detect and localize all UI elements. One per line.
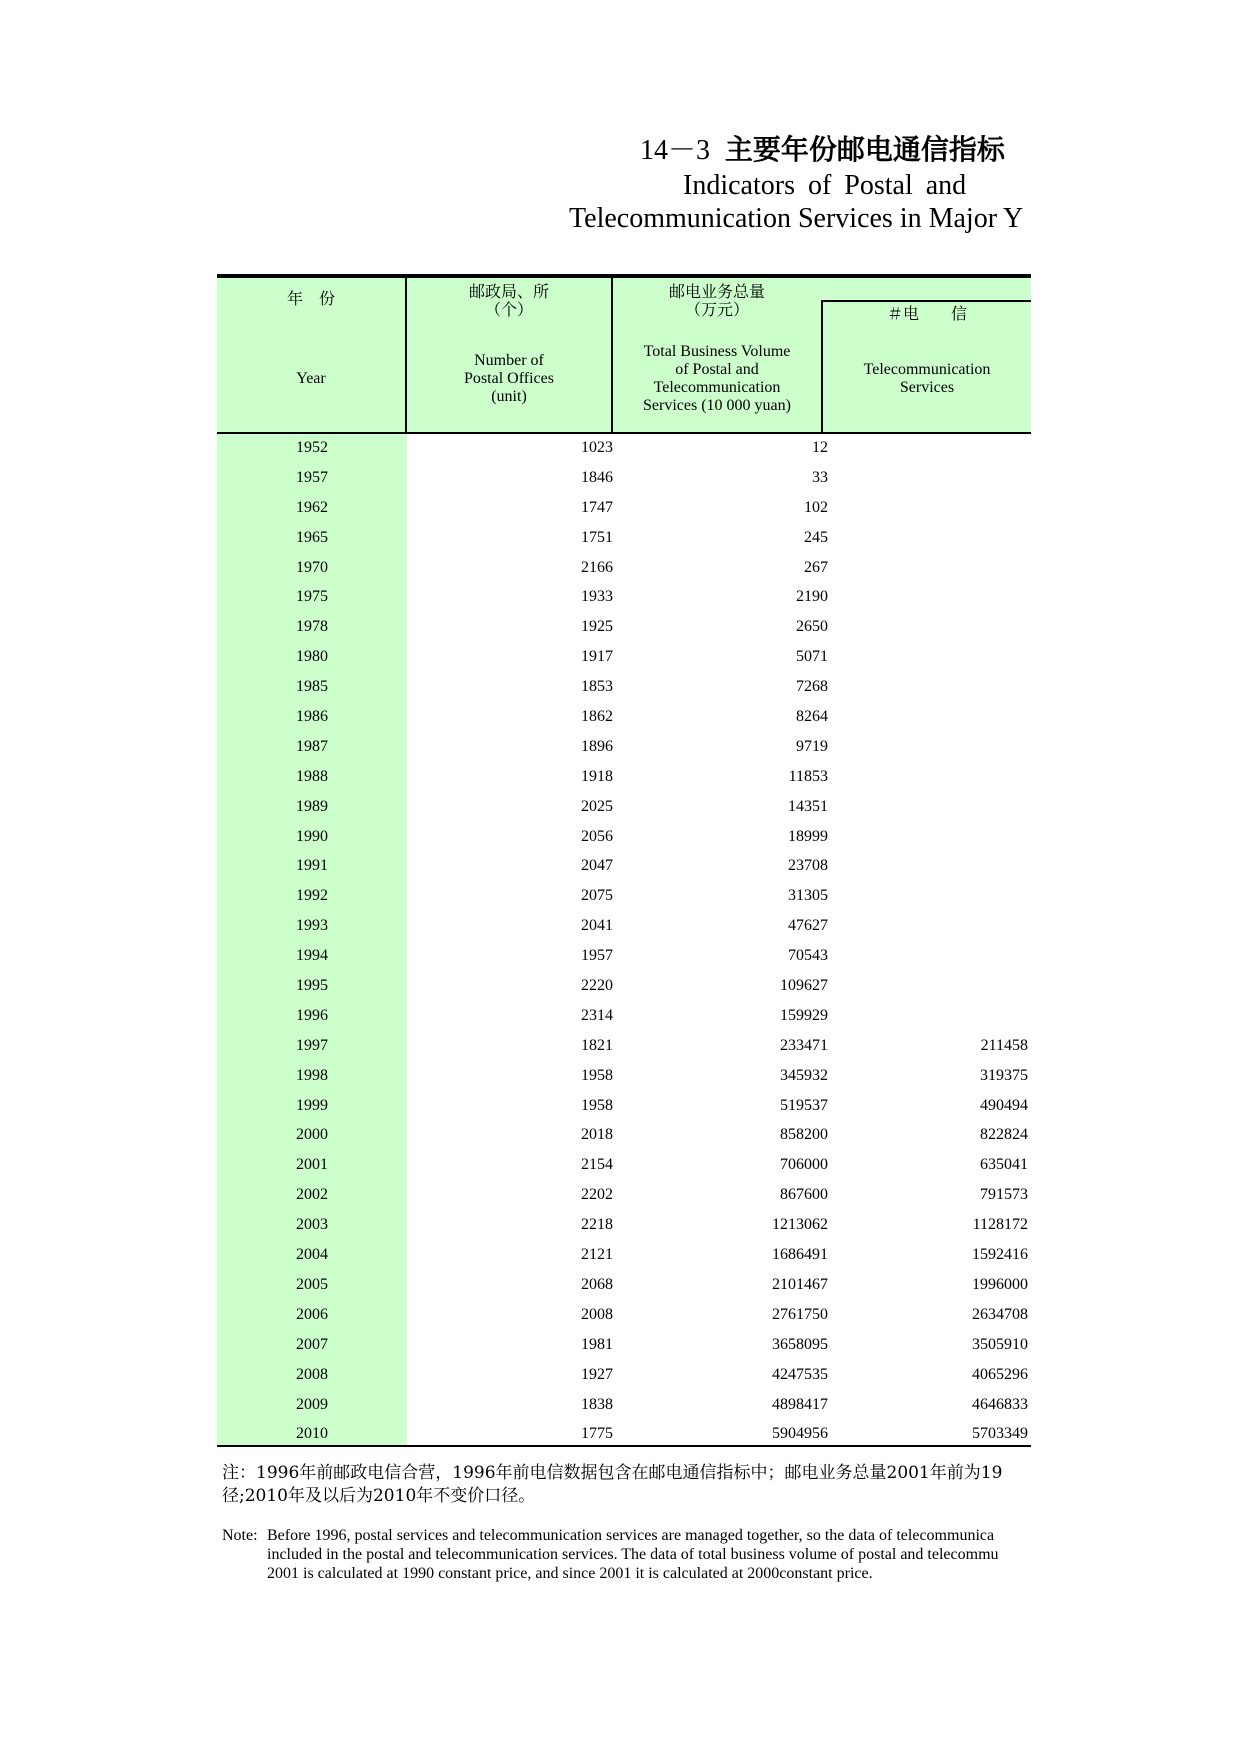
cell-total-business: 706000: [780, 1156, 828, 1174]
table-row: [217, 793, 1031, 823]
cell-telecom: 319375: [980, 1066, 1028, 1084]
cell-postal-offices: 2018: [581, 1126, 613, 1144]
header-year-cn: 年 份: [286, 289, 335, 308]
header-po-cn2: （个）: [484, 300, 533, 319]
note-english-line3: 2001 is calculated at 1990 constant price, and since 2001 it is calculated at 2000constant price.: [267, 1565, 873, 1582]
cell-postal-offices: 1918: [581, 767, 613, 785]
cell-year: 1957: [296, 468, 328, 486]
cell-telecom: 791573: [980, 1186, 1028, 1204]
cell-telecom: 822824: [980, 1126, 1028, 1144]
cell-year: 1989: [296, 797, 328, 815]
table-bottom-rule: [217, 1445, 1031, 1447]
table-row: [217, 823, 1031, 853]
cell-postal-offices: 1896: [581, 737, 613, 755]
table-body: [217, 434, 1031, 1450]
table-top-rule: [217, 274, 1031, 278]
cell-postal-offices: 2314: [581, 1006, 613, 1024]
table-row: [217, 643, 1031, 673]
header-po-cn1: 邮政局、所: [468, 282, 549, 301]
cell-postal-offices: 2166: [581, 558, 613, 576]
cell-telecom: 4065296: [972, 1365, 1028, 1383]
cell-year: 2006: [296, 1305, 328, 1323]
cell-year: 2009: [296, 1395, 328, 1413]
table-row: [217, 1032, 1031, 1062]
table-row: [217, 1331, 1031, 1361]
cell-total-business: 858200: [780, 1126, 828, 1144]
title-chinese: [640, 128, 1005, 168]
cell-total-business: 519537: [780, 1096, 828, 1114]
cell-total-business: 5904956: [772, 1425, 828, 1443]
table-row: [217, 464, 1031, 494]
cell-postal-offices: 1958: [581, 1096, 613, 1114]
cell-total-business: 4898417: [772, 1395, 828, 1413]
cell-total-business: 12: [812, 439, 828, 456]
header-tb-en2: of Postal and: [675, 361, 759, 378]
cell-year: 1988: [296, 767, 328, 785]
cell-postal-offices: 2121: [581, 1246, 613, 1264]
table-row: [217, 494, 1031, 524]
table-row: [217, 942, 1031, 972]
table-row: [217, 1271, 1031, 1301]
table-row: [217, 852, 1031, 882]
cell-telecom: 211458: [980, 1036, 1028, 1054]
cell-postal-offices: 1747: [581, 498, 613, 516]
cell-total-business: 109627: [780, 977, 828, 995]
cell-postal-offices: 1775: [581, 1425, 613, 1443]
cell-year: 1995: [296, 977, 328, 995]
header-tb-cn2: （万元）: [684, 300, 749, 319]
cell-year: 2005: [296, 1275, 328, 1293]
cell-total-business: 3658095: [772, 1335, 828, 1353]
table-row: [217, 1211, 1031, 1241]
cell-total-business: 8264: [796, 708, 828, 726]
cell-postal-offices: 2154: [581, 1156, 613, 1174]
cell-postal-offices: 1957: [581, 947, 613, 965]
cell-telecom: 2634708: [972, 1305, 1028, 1323]
cell-total-business: 102: [804, 498, 828, 516]
table-row: [217, 554, 1031, 584]
cell-total-business: 2190: [796, 588, 828, 606]
table-row: [217, 1002, 1031, 1032]
cell-postal-offices: 1821: [581, 1036, 613, 1054]
cell-telecom: 1128172: [972, 1216, 1028, 1234]
table-row: [217, 524, 1031, 554]
cell-year: 1991: [296, 857, 328, 875]
cell-total-business: 14351: [788, 797, 828, 815]
cell-year: 1993: [296, 917, 328, 935]
cell-total-business: 233471: [780, 1036, 828, 1054]
cell-year: 1965: [296, 528, 328, 546]
cell-year: 2001: [296, 1156, 328, 1174]
header-po-en3: (unit): [491, 388, 527, 405]
header-year-en: Year: [296, 370, 326, 387]
subheader-rule: [823, 300, 1031, 302]
cell-telecom: 1592416: [972, 1246, 1028, 1264]
title-chinese-text: 主要年份邮电通信指标: [724, 133, 1005, 166]
table-row: [217, 733, 1031, 763]
cell-telecom: 5703349: [972, 1425, 1028, 1443]
table-row: [217, 972, 1031, 1002]
cell-year: 1962: [296, 498, 328, 516]
cell-total-business: 2761750: [772, 1305, 828, 1323]
table-row: [217, 583, 1031, 613]
header-tb-en4: Services (10 000 yuan): [643, 397, 791, 414]
title-english-line1: Indicators of Postal and: [683, 170, 967, 201]
note-chinese-line1: 注：1996年前邮政电信合营，1996年前电信数据包含在邮电通信指标中；邮电业务总量2001年前为19: [222, 1463, 1003, 1483]
header-tb-en1: Total Business Volume: [643, 343, 791, 360]
header-tc-cn: ＃电 信: [886, 304, 967, 323]
table-row: [217, 882, 1031, 912]
cell-total-business: 18999: [788, 827, 828, 845]
header-tb-cn1: 邮电业务总量: [668, 282, 765, 301]
cell-postal-offices: 2075: [581, 887, 613, 905]
cell-postal-offices: 1846: [581, 468, 613, 486]
table-row: [217, 1121, 1031, 1151]
cell-telecom: 3505910: [972, 1335, 1028, 1353]
cell-total-business: 33: [812, 468, 828, 486]
cell-year: 2007: [296, 1335, 328, 1353]
note-chinese: [222, 1462, 1002, 1508]
table-row: [217, 1391, 1031, 1421]
cell-total-business: 9719: [796, 737, 828, 755]
cell-year: 2000: [296, 1126, 328, 1144]
note-english-label: Note:: [222, 1527, 258, 1544]
cell-postal-offices: 2202: [581, 1186, 613, 1204]
cell-year: 1985: [296, 678, 328, 696]
table-row: [217, 434, 1031, 464]
cell-year: 2002: [296, 1186, 328, 1204]
note-english-line2: included in the postal and telecommunication services. The data of total business volume of postal and telecommu: [267, 1546, 999, 1563]
cell-year: 1994: [296, 947, 328, 965]
cell-year: 1986: [296, 708, 328, 726]
cell-postal-offices: 1862: [581, 708, 613, 726]
cell-total-business: 23708: [788, 857, 828, 875]
cell-total-business: 345932: [780, 1066, 828, 1084]
cell-year: 1996: [296, 1006, 328, 1024]
cell-postal-offices: 2068: [581, 1275, 613, 1293]
cell-total-business: 31305: [788, 887, 828, 905]
cell-year: 1987: [296, 737, 328, 755]
cell-total-business: 2650: [796, 618, 828, 636]
header-po-en2: Postal Offices: [464, 370, 554, 387]
cell-telecom: 635041: [980, 1156, 1028, 1174]
cell-total-business: 159929: [780, 1006, 828, 1024]
cell-postal-offices: 1917: [581, 648, 613, 666]
table-row: [217, 613, 1031, 643]
cell-telecom: 4646833: [972, 1395, 1028, 1413]
cell-year: 1980: [296, 648, 328, 666]
cell-total-business: 11853: [788, 767, 828, 785]
cell-total-business: 1686491: [772, 1246, 828, 1264]
cell-postal-offices: 2218: [581, 1216, 613, 1234]
cell-total-business: 47627: [788, 917, 828, 935]
cell-year: 1998: [296, 1066, 328, 1084]
table-row: [217, 1241, 1031, 1271]
table-row: [217, 912, 1031, 942]
cell-total-business: 7268: [796, 678, 828, 696]
cell-total-business: 267: [804, 558, 828, 576]
cell-total-business: 70543: [788, 947, 828, 965]
cell-postal-offices: 1981: [581, 1335, 613, 1353]
cell-year: 1997: [296, 1036, 328, 1054]
cell-total-business: 867600: [780, 1186, 828, 1204]
table-row: [217, 1301, 1031, 1331]
cell-year: 1990: [296, 827, 328, 845]
cell-year: 2008: [296, 1365, 328, 1383]
cell-postal-offices: 2025: [581, 797, 613, 815]
cell-year: 2003: [296, 1216, 328, 1234]
table-row: [217, 763, 1031, 793]
cell-total-business: 5071: [796, 648, 828, 666]
header-tc-en1: Telecommunication: [863, 361, 991, 378]
cell-postal-offices: 1023: [581, 439, 613, 456]
cell-year: 1952: [296, 439, 328, 456]
cell-total-business: 245: [804, 528, 828, 546]
cell-year: 2010: [296, 1425, 328, 1443]
cell-postal-offices: 2056: [581, 827, 613, 845]
cell-year: 1992: [296, 887, 328, 905]
header-tc-en2: Services: [899, 379, 955, 396]
cell-postal-offices: 2041: [581, 917, 613, 935]
table-number: 14－3: [640, 135, 711, 166]
cell-postal-offices: 1958: [581, 1066, 613, 1084]
cell-postal-offices: 1838: [581, 1395, 613, 1413]
cell-telecom: 490494: [980, 1096, 1028, 1114]
table-row: [217, 1062, 1031, 1092]
cell-postal-offices: 1925: [581, 618, 613, 636]
cell-postal-offices: 1927: [581, 1365, 613, 1383]
cell-year: 1975: [296, 588, 328, 606]
header-po-en1: Number of: [474, 352, 544, 369]
cell-total-business: 2101467: [772, 1275, 828, 1293]
cell-year: 1970: [296, 558, 328, 576]
table-row: [217, 1181, 1031, 1211]
cell-postal-offices: 2008: [581, 1305, 613, 1323]
table-row: [217, 1092, 1031, 1122]
cell-postal-offices: 1751: [581, 528, 613, 546]
note-chinese-line2: 径;2010年及以后为2010年不变价口径。: [222, 1486, 536, 1506]
cell-year: 1999: [296, 1096, 328, 1114]
cell-postal-offices: 2047: [581, 857, 613, 875]
note-english-line1: Before 1996, postal services and telecommunication services are managed together, so the data of telecommunica: [267, 1527, 995, 1544]
table-row: [217, 703, 1031, 733]
cell-postal-offices: 1853: [581, 678, 613, 696]
header-tb-en3: Telecommunication: [653, 379, 781, 396]
table-row: [217, 1151, 1031, 1181]
cell-year: 1978: [296, 618, 328, 636]
title-english-line2: Telecommunication Services in Major Y: [569, 203, 1024, 234]
cell-total-business: 4247535: [772, 1365, 828, 1383]
cell-postal-offices: 1933: [581, 588, 613, 606]
table-row: [217, 673, 1031, 703]
table-row: [217, 1361, 1031, 1391]
cell-total-business: 1213062: [772, 1216, 828, 1234]
cell-telecom: 1996000: [972, 1275, 1028, 1293]
cell-year: 2004: [296, 1246, 328, 1264]
cell-postal-offices: 2220: [581, 977, 613, 995]
